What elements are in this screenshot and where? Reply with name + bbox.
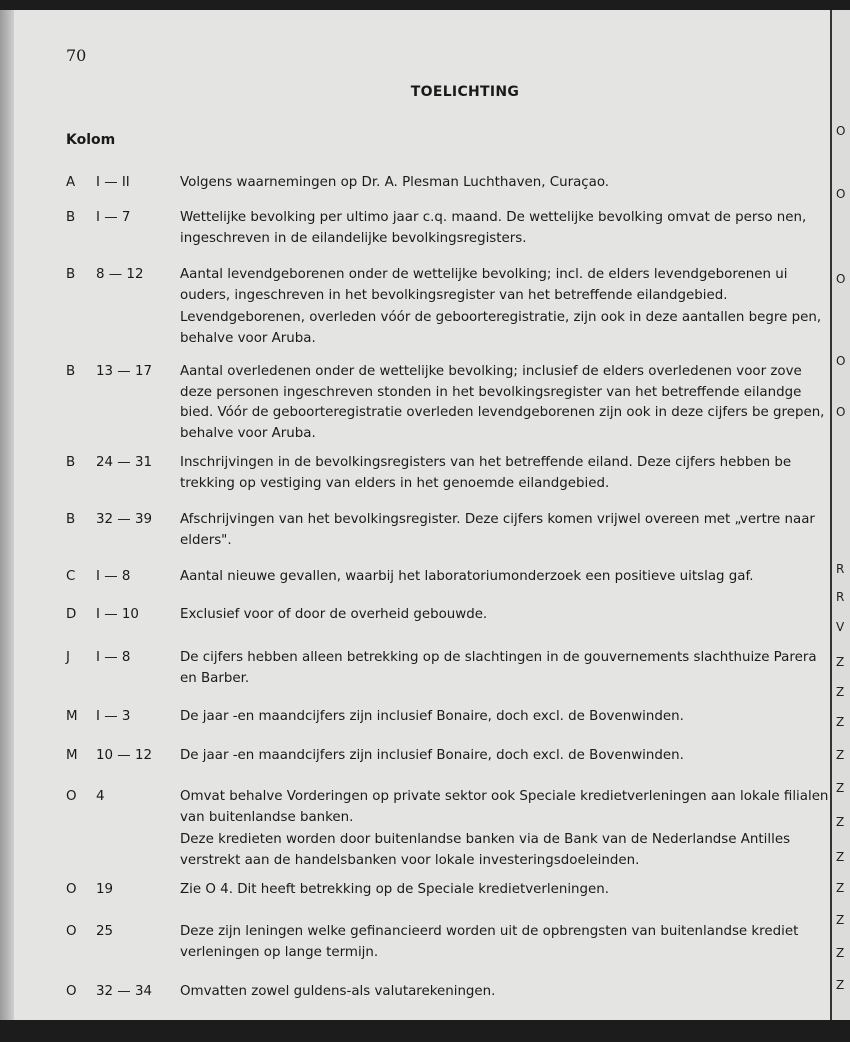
column-range: I — 7 xyxy=(96,210,131,225)
table-letter: B xyxy=(66,512,76,527)
note-text xyxy=(180,707,830,728)
note-text xyxy=(180,208,830,249)
column-range: 19 xyxy=(96,882,114,897)
edge-letter: Z xyxy=(836,781,845,795)
table-letter: C xyxy=(66,569,76,584)
note-text xyxy=(180,362,830,444)
column-range: I — 3 xyxy=(96,709,131,724)
table-letter: O xyxy=(66,924,77,939)
note-text xyxy=(180,265,830,349)
page-number: 70 xyxy=(66,46,87,65)
note-text xyxy=(180,510,830,551)
table-letter: B xyxy=(66,364,76,379)
column-range: I — 8 xyxy=(96,569,131,584)
table-letter: B xyxy=(66,267,76,282)
note-text xyxy=(180,453,830,494)
note-paragraph: Exclusief voor of door de overheid gebouwde. xyxy=(180,607,488,622)
note-paragraph: Omvatten zowel guldens-als valutarekeningen. xyxy=(180,984,496,999)
edge-letter: Z xyxy=(836,881,845,895)
note-text xyxy=(180,746,830,767)
table-letter: A xyxy=(66,175,76,190)
table-letter: B xyxy=(66,210,76,225)
note-text xyxy=(180,605,830,626)
column-range: 10 — 12 xyxy=(96,748,152,763)
edge-letter: Z xyxy=(836,655,845,669)
next-page-edge xyxy=(830,10,850,1020)
note-text xyxy=(180,982,830,1003)
table-letter: B xyxy=(66,455,76,470)
edge-letter: O xyxy=(836,354,846,368)
note-paragraph: Deze kredieten worden door buitenlandse banken via de Bank van de Nederlandse Antilles verstrekt aan de handelsbanken voor lokale investeringsdoeleinden. xyxy=(180,832,791,868)
column-range: 25 xyxy=(96,924,114,939)
table-letter: M xyxy=(66,748,78,763)
edge-letter: O xyxy=(836,187,846,201)
note-paragraph: Aantal levendgeborenen onder de wettelijke bevolking; incl. de elders levendgeborenen ui ouders, ingeschreven in het bevolkingsregister van het betreffende eilandgebied. xyxy=(180,267,788,303)
note-paragraph: Inschrijvingen in de bevolkingsregisters van het betreffende eiland. Deze cijfers hebben be trekking op vestiging van elders in het genoemde eilandgebied. xyxy=(180,455,792,491)
edge-letter: V xyxy=(836,620,845,634)
note-text xyxy=(180,567,830,588)
note-paragraph: De jaar -en maandcijfers zijn inclusief Bonaire, doch excl. de Bovenwinden. xyxy=(180,709,684,724)
book-binding xyxy=(0,10,14,1020)
column-range: I — 10 xyxy=(96,607,139,622)
edge-letter: R xyxy=(836,590,845,604)
note-text xyxy=(180,787,830,871)
note-paragraph: De cijfers hebben alleen betrekking op de slachtingen in de gouvernements slachthuize Parera en Barber. xyxy=(180,650,817,686)
note-text xyxy=(180,880,830,901)
column-range: 4 xyxy=(96,789,105,804)
edge-letter: Z xyxy=(836,715,845,729)
edge-letter: Z xyxy=(836,978,845,992)
note-text xyxy=(180,173,830,194)
column-range: 32 — 39 xyxy=(96,512,152,527)
note-paragraph: De jaar -en maandcijfers zijn inclusief Bonaire, doch excl. de Bovenwinden. xyxy=(180,748,684,763)
column-range: I — 8 xyxy=(96,650,131,665)
note-paragraph: Deze zijn leningen welke gefinancieerd worden uit de opbrengsten van buitenlandse krediet verleningen op lange termijn. xyxy=(180,924,799,960)
page-title: TOELICHTING xyxy=(410,84,520,100)
column-range: 8 — 12 xyxy=(96,267,144,282)
column-range: 24 — 31 xyxy=(96,455,152,470)
edge-letter: Z xyxy=(836,946,845,960)
edge-letter: Z xyxy=(836,850,845,864)
note-paragraph: Zie O 4. Dit heeft betrekking op de Speciale kredietverleningen. xyxy=(180,882,610,897)
edge-letter: O xyxy=(836,124,846,138)
column-range: 13 — 17 xyxy=(96,364,152,379)
note-paragraph: Volgens waarnemingen op Dr. A. Plesman Luchthaven, Curaçao. xyxy=(180,175,610,190)
column-range: I — II xyxy=(96,175,130,190)
edge-letter: Z xyxy=(836,913,845,927)
table-letter: O xyxy=(66,882,77,897)
note-paragraph: Afschrijvingen van het bevolkingsregister. Deze cijfers komen vrijwel overeen met „vertre naar elders". xyxy=(180,512,815,548)
edge-letter: R xyxy=(836,562,845,576)
edge-letter: O xyxy=(836,405,846,419)
table-letter: D xyxy=(66,607,77,622)
edge-letter: Z xyxy=(836,748,845,762)
note-text xyxy=(180,648,830,689)
note-paragraph: Aantal overledenen onder de wettelijke bevolking; inclusief de elders overledenen voor zove deze personen ingeschreven stonden in het bevolkingsregister van het betreffende eilandge bied. Vóór de geboorteregistratie overleden levendgeborenen zijn ook in deze cijfers be grepen, behalve voor Aruba. xyxy=(180,364,825,441)
column-range: 32 — 34 xyxy=(96,984,152,999)
note-paragraph: Aantal nieuwe gevallen, waarbij het laboratoriumonderzoek een positieve uitslag gaf. xyxy=(180,569,754,584)
table-letter: O xyxy=(66,789,77,804)
table-letter: M xyxy=(66,709,78,724)
edge-letter: Z xyxy=(836,685,845,699)
column-header: Kolom xyxy=(66,132,116,148)
edge-letter: O xyxy=(836,272,846,286)
table-letter: J xyxy=(66,650,70,665)
table-letter: O xyxy=(66,984,77,999)
note-paragraph: Levendgeborenen, overleden vóór de geboorteregistratie, zijn ook in deze aantallen begre pen, behalve voor Aruba. xyxy=(180,310,822,346)
note-paragraph: Wettelijke bevolking per ultimo jaar c.q. maand. De wettelijke bevolking omvat de perso nen, ingeschreven in de eilandelijke bevolkingsregisters. xyxy=(180,210,807,246)
note-paragraph: Omvat behalve Vorderingen op private sektor ook Speciale kredietverleningen aan lokale filialen van buitenlandse banken. xyxy=(180,789,829,825)
note-text xyxy=(180,922,830,963)
edge-letter: Z xyxy=(836,815,845,829)
